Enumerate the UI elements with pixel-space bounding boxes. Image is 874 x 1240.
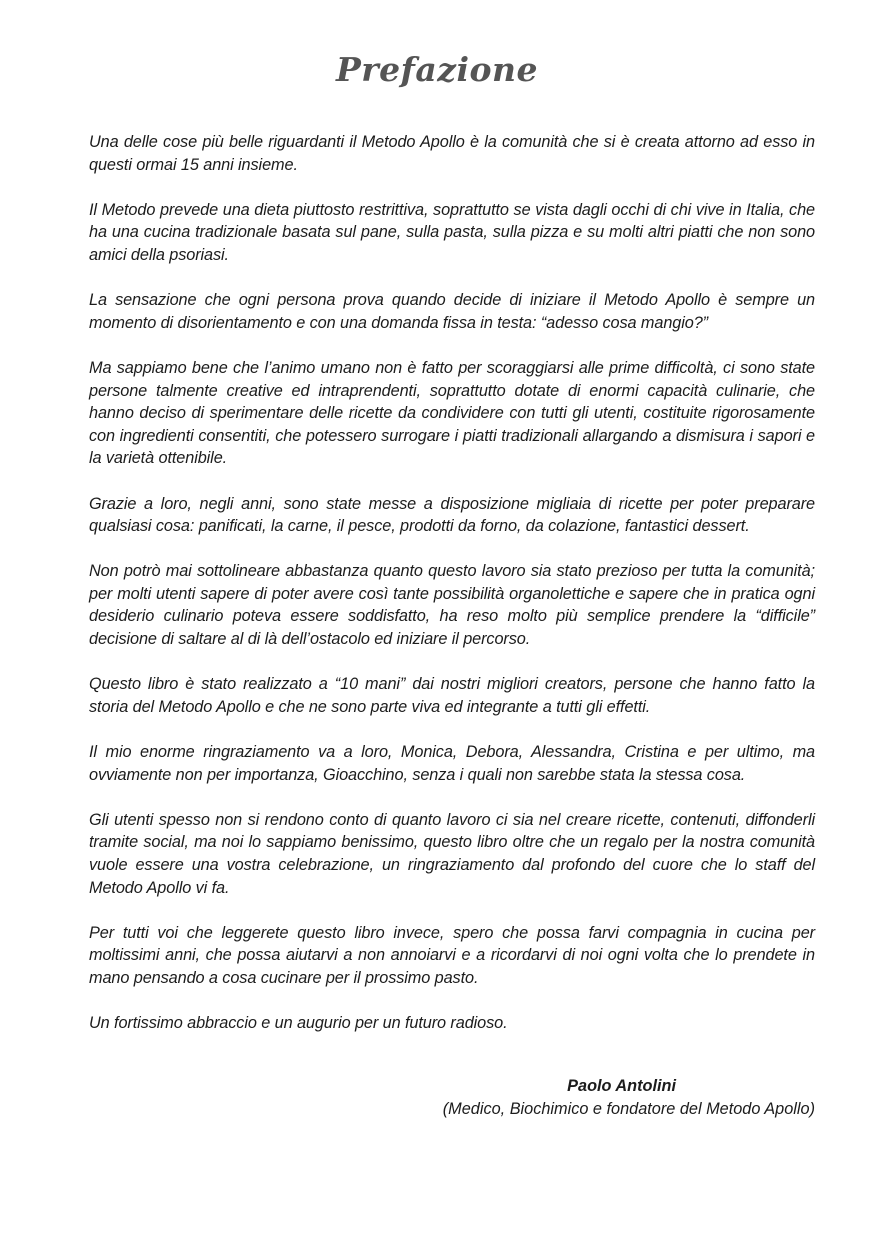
paragraph: Ma sappiamo bene che l’animo umano non è fatto per scoraggiarsi alle prime difficoltà, ci sono state persone talmente creative ed intraprendenti, soprattutto dotate di enormi capacità culinarie, che hanno deciso di sperimentare delle ricette da condividere con tutti gli utenti, costituite rigorosamente con ingredienti consentiti, che potessero surrogare i piatti tradizionali allargando a dismisura i sapori e la varietà ottenibile. [89, 358, 815, 468]
paragraph: Questo libro è stato realizzato a “10 mani” dai nostri migliori creators, persone che hanno fatto la storia del Metodo Apollo e che ne sono parte viva ed integrante a tutti gli effetti. [89, 675, 815, 716]
signature-block [443, 1075, 815, 1121]
paragraph: Per tutti voi che leggerete questo libro invece, spero che possa farvi compagnia in cucina per moltissimi anni, che possa aiutarvi a non annoiarvi e a ricordarvi di noi ogni volta che lo prendete in mano pensando a cosa cucinare per il prossimo pasto. [89, 923, 815, 987]
author-name: Paolo Antolini [567, 1077, 676, 1095]
page-title: Prefazione [335, 50, 539, 89]
preface-body [89, 131, 815, 1057]
paragraph: Il Metodo prevede una dieta piuttosto restrittiva, soprattutto se vista dagli occhi di chi vive in Italia, che ha una cucina tradizionale basata sul pane, sulla pasta, sulla pizza e su molti altri piatti che non sono amici della psoriasi. [89, 200, 815, 264]
paragraph: Una delle cose più belle riguardanti il Metodo Apollo è la comunità che si è creata attorno ad esso in questi ormai 15 anni insieme. [89, 133, 815, 174]
author-role: (Medico, Biochimico e fondatore del Metodo Apollo) [442, 1100, 815, 1118]
paragraph: Non potrò mai sottolineare abbastanza quanto questo lavoro sia stato prezioso per tutta la comunità; per molti utenti sapere di poter avere così tante possibilità organolettiche e sapere che in pratica ogni desiderio culinario poteva essere soddisfatto, ha reso molto più semplice prendere la “difficile” decisione di saltare al di là dell’ostacolo ed iniziare il percorso. [89, 562, 815, 649]
paragraph: Un fortissimo abbraccio e un augurio per un futuro radioso. [89, 1014, 508, 1033]
paragraph: Grazie a loro, negli anni, sono state messe a disposizione migliaia di ricette per poter preparare qualsiasi cosa: panificati, la carne, il pesce, prodotti da forno, da colazione, fantastici dessert. [89, 494, 815, 536]
paragraph: Il mio enorme ringraziamento va a loro, Monica, Debora, Alessandra, Cristina e per ultimo, ma ovviamente non per importanza, Gioacchino, senza i quali non sarebbe stata la stessa cosa. [89, 743, 815, 784]
paragraph: Gli utenti spesso non si rendono conto di quanto lavoro ci sia nel creare ricette, contenuti, diffonderli tramite social, ma noi lo sappiamo benissimo, questo libro oltre che un regalo per la nostra comunità vuole essere una vostra celebrazione, un ringraziamento dal profondo del cuore che lo staff del Metodo Apollo vi fa. [89, 810, 815, 897]
paragraph: La sensazione che ogni persona prova quando decide di iniziare il Metodo Apollo è sempre un momento di disorientamento e con una domanda fissa in testa: “adesso cosa mangio?” [89, 291, 815, 332]
